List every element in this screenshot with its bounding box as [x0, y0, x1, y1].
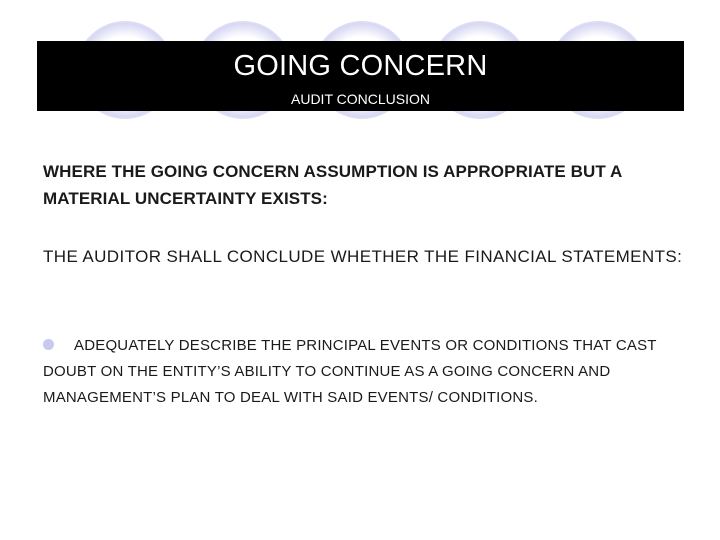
slide-subtitle: AUDIT CONCLUSION	[291, 91, 430, 107]
auditor-conclusion-paragraph: THE AUDITOR SHALL CONCLUDE WHETHER THE FINANCIAL STATEMENTS:	[43, 247, 683, 266]
condition-paragraph: WHERE THE GOING CONCERN ASSUMPTION IS APPROPRIATE BUT A MATERIAL UNCERTAINTY EXISTS:	[43, 162, 622, 208]
bullet-text: ADEQUATELY DESCRIBE THE PRINCIPAL EVENTS OR CONDITIONS THAT CAST DOUBT ON THE ENTITY’S ABILITY TO CONTINUE AS A GOING CONCERN AND MANAGEMENT’S PLAN TO DEAL WITH SAID EVENTS/ CONDITIONS.	[43, 337, 657, 406]
title-band	[37, 41, 684, 111]
bullet-item	[43, 333, 683, 411]
slide-title: GOING CONCERN	[233, 50, 488, 82]
bullet-icon	[43, 339, 54, 350]
